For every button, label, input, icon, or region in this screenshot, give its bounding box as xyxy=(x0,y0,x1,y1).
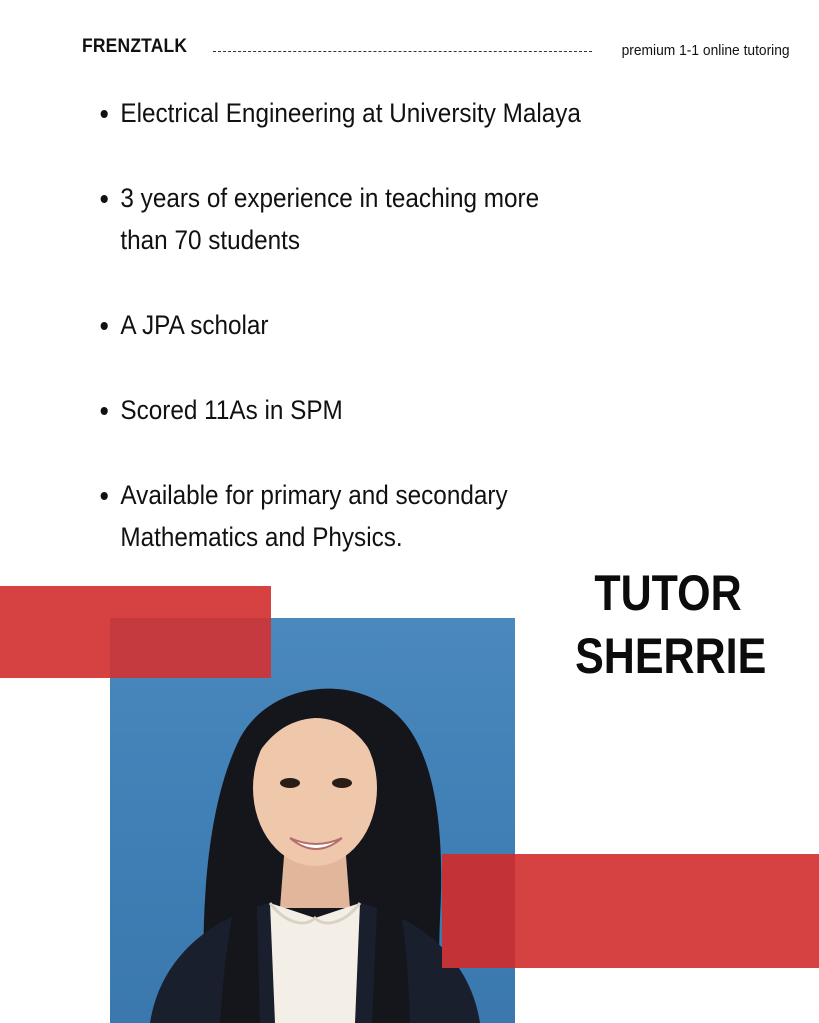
bullet-icon xyxy=(101,110,108,118)
list-item xyxy=(97,304,269,346)
page-header xyxy=(82,36,790,66)
list-item xyxy=(97,389,343,431)
decorative-overlap-shade xyxy=(110,618,271,678)
list-item-text: A JPA scholar xyxy=(120,310,269,340)
list-item xyxy=(97,474,588,558)
bullet-icon xyxy=(101,492,108,500)
title-line-1: TUTOR xyxy=(594,565,742,621)
list-item-text: Scored 11As in SPM xyxy=(120,395,343,425)
list-item xyxy=(97,92,581,134)
list-item-text: Available for primary and secondary Mathematics and Physics. xyxy=(120,480,508,552)
brand-logo-text: FRENZTALK xyxy=(82,36,188,57)
decorative-overlap-shade-bottom xyxy=(442,854,515,968)
list-item xyxy=(97,177,588,261)
list-item-text: 3 years of experience in teaching more than 70 students xyxy=(120,183,540,255)
title-line-2: SHERRIE xyxy=(575,628,767,684)
header-divider xyxy=(213,51,592,52)
bullet-icon xyxy=(101,195,108,203)
list-item-text: Electrical Engineering at University Malaya xyxy=(120,98,581,128)
tutor-name-title xyxy=(575,562,767,688)
bullet-icon xyxy=(101,407,108,415)
header-tagline: premium 1-1 online tutoring xyxy=(622,42,790,59)
bullet-icon xyxy=(101,322,108,330)
